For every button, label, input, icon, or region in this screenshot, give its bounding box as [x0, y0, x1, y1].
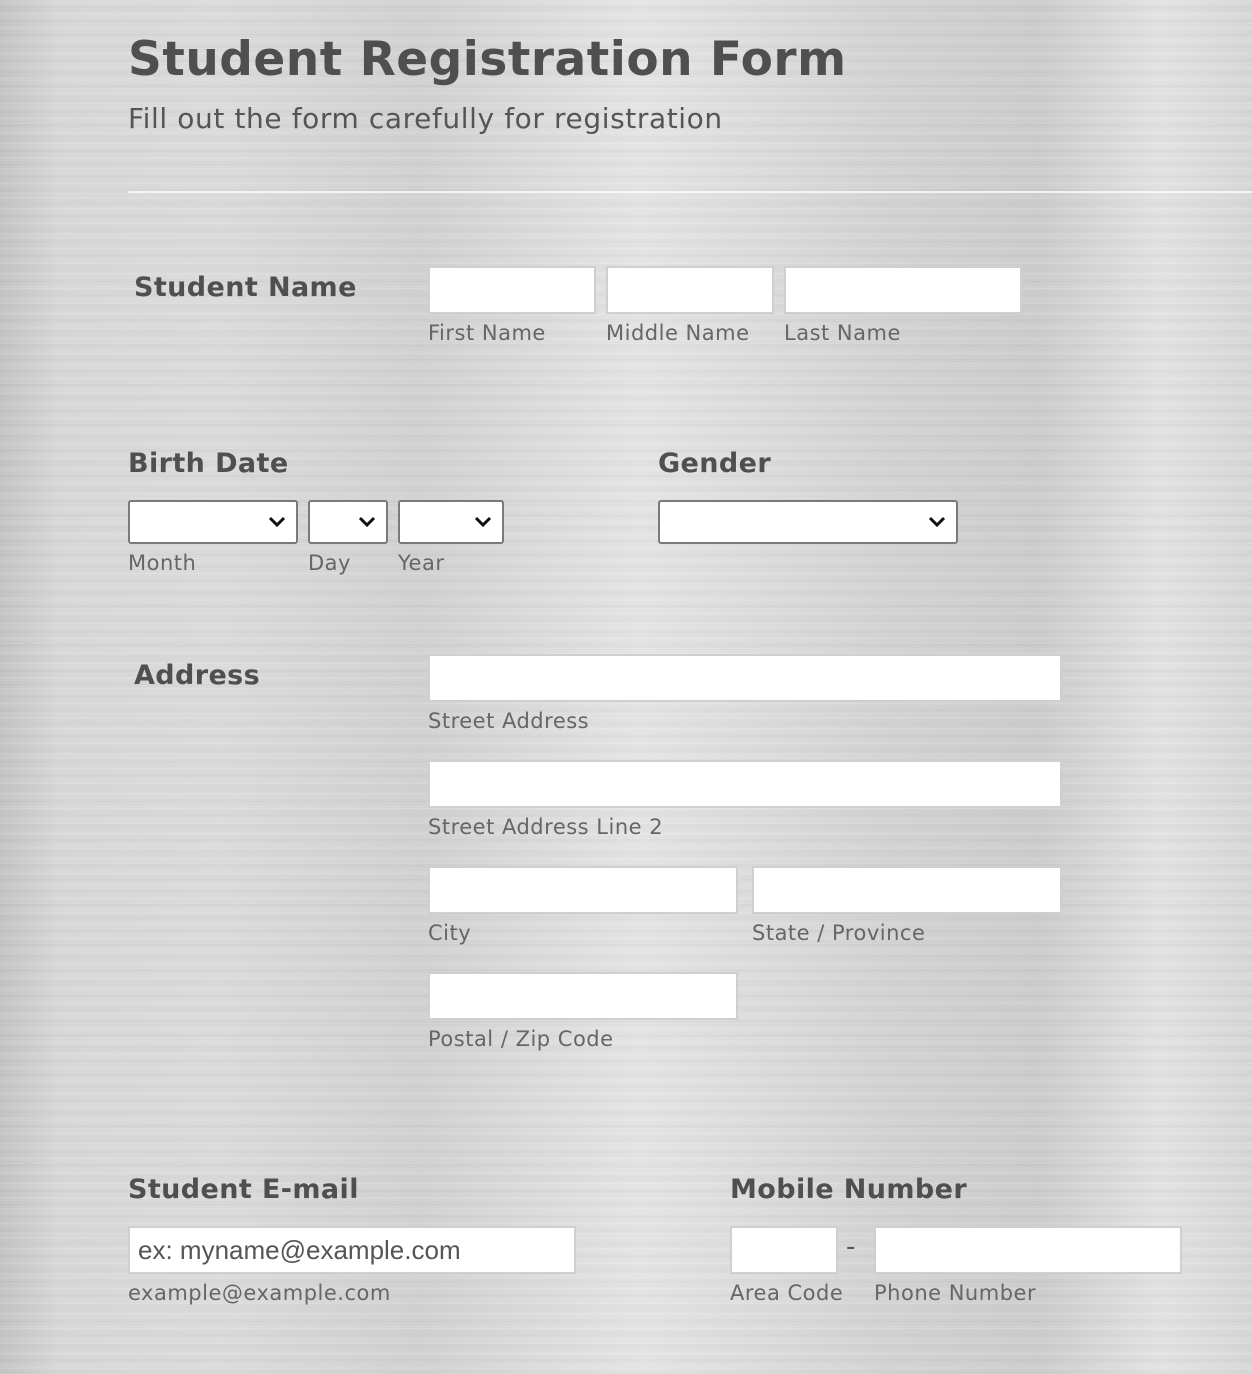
street-address-sublabel: Street Address [428, 709, 590, 733]
student-email-input[interactable] [128, 1226, 576, 1274]
state-province-sublabel: State / Province [752, 921, 926, 945]
chevron-down-icon [928, 515, 946, 529]
street-address-input[interactable] [428, 654, 1062, 702]
student-email-sublabel: example@example.com [128, 1281, 391, 1305]
middle-name-sublabel: Middle Name [606, 321, 750, 345]
form-subtitle: Fill out the form carefully for registration [128, 102, 723, 135]
student-name-label: Student Name [134, 272, 357, 303]
middle-name-input[interactable] [606, 266, 774, 314]
birth-day-select[interactable] [308, 500, 388, 544]
address-label: Address [134, 660, 261, 691]
last-name-sublabel: Last Name [784, 321, 901, 345]
birth-month-sublabel: Month [128, 551, 197, 575]
form-title: Student Registration Form [128, 32, 847, 87]
birth-year-sublabel: Year [398, 551, 445, 575]
birth-year-select[interactable] [398, 500, 504, 544]
street-address-line2-input[interactable] [428, 760, 1062, 808]
birth-day-sublabel: Day [308, 551, 351, 575]
phone-number-input[interactable] [874, 1226, 1182, 1274]
last-name-input[interactable] [784, 266, 1022, 314]
first-name-sublabel: First Name [428, 321, 546, 345]
chevron-down-icon [358, 515, 376, 529]
birth-date-label: Birth Date [128, 448, 289, 479]
city-sublabel: City [428, 921, 472, 945]
birth-month-select[interactable] [128, 500, 298, 544]
area-code-sublabel: Area Code [730, 1281, 844, 1305]
first-name-input[interactable] [428, 266, 596, 314]
gender-label: Gender [658, 448, 772, 479]
phone-separator: - [846, 1232, 856, 1262]
postal-code-input[interactable] [428, 972, 738, 1020]
area-code-input[interactable] [730, 1226, 838, 1274]
phone-number-sublabel: Phone Number [874, 1281, 1037, 1305]
header-divider [128, 191, 1252, 193]
street-address-line2-sublabel: Street Address Line 2 [428, 815, 664, 839]
chevron-down-icon [268, 515, 286, 529]
postal-code-sublabel: Postal / Zip Code [428, 1027, 614, 1051]
student-email-label: Student E-mail [128, 1174, 359, 1205]
chevron-down-icon [474, 515, 492, 529]
mobile-number-label: Mobile Number [730, 1174, 968, 1205]
gender-select[interactable] [658, 500, 958, 544]
city-input[interactable] [428, 866, 738, 914]
state-province-input[interactable] [752, 866, 1062, 914]
